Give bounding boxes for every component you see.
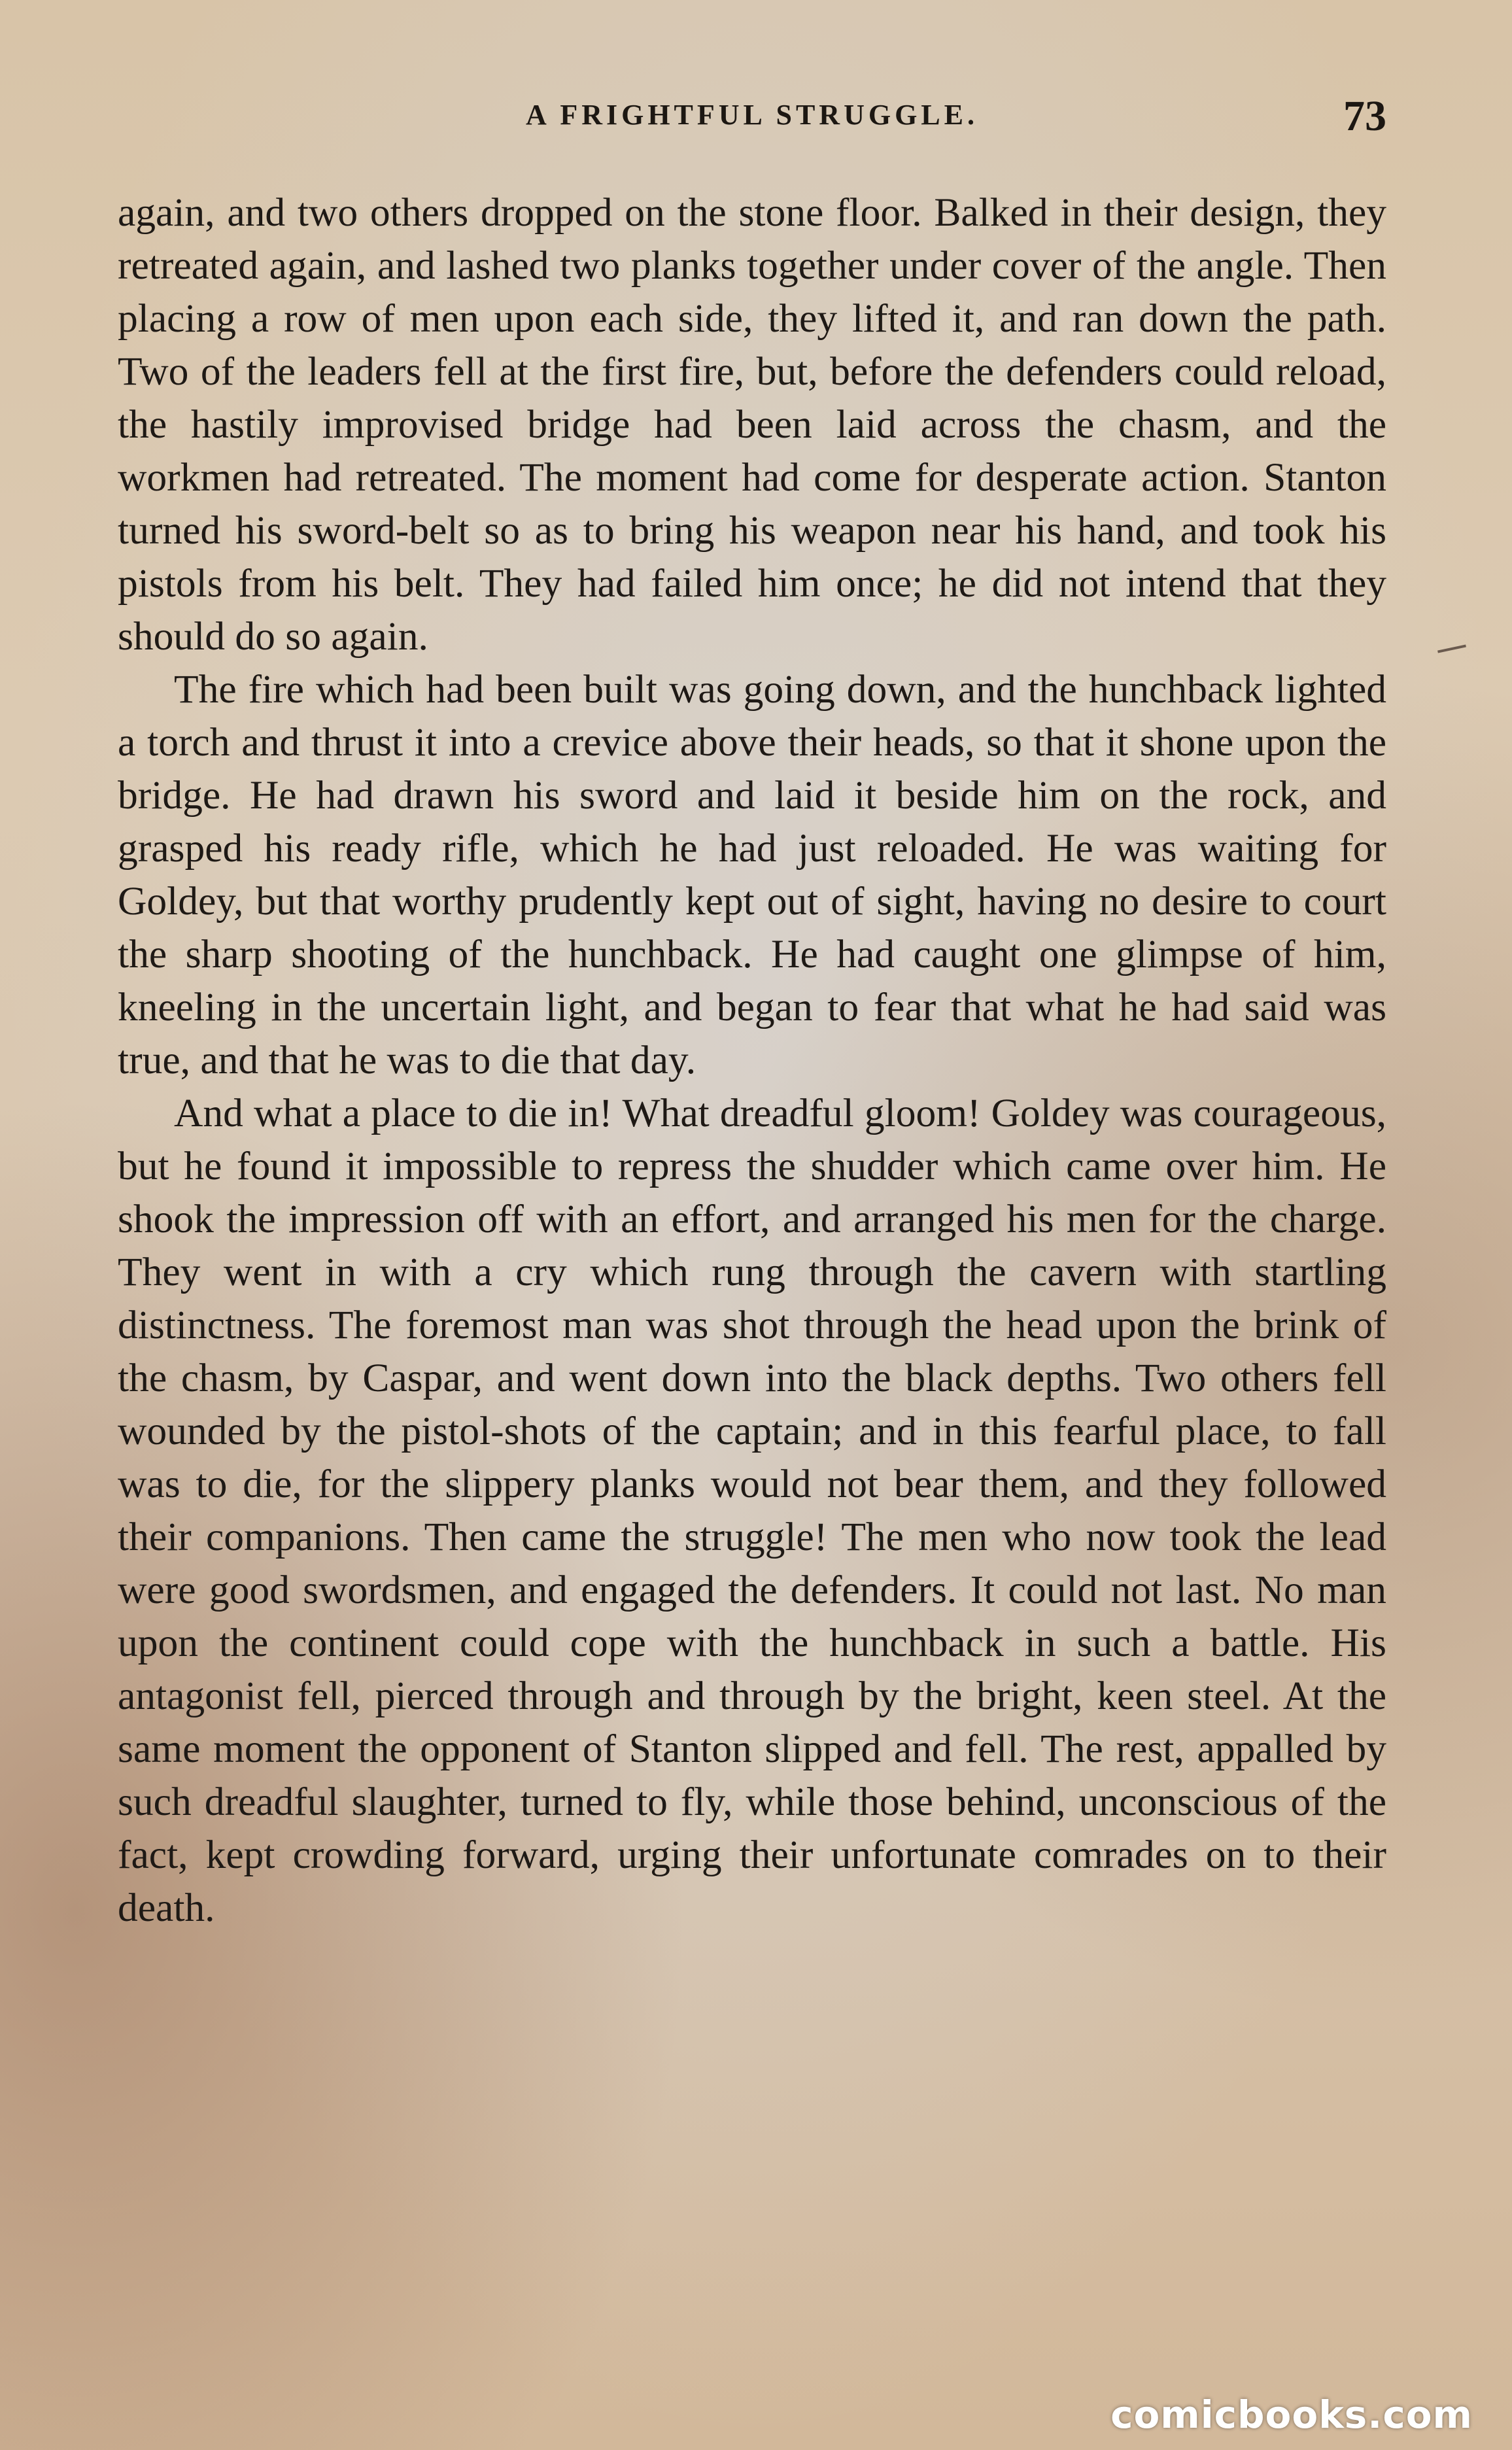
paragraph-1: again, and two others dropped on the stone floor. Balked in their design, they retreated again, and lashed two planks together under cover of the angle. Then placing a row of men upon each side, they lifted it, and ran down the path. Two of the leaders fell at the first fire, but, before the defenders could reload, the hastily improvised bridge had been laid across the chasm, and the workmen had retreated. The moment had come for desperate action. Stanton turned his sword-belt so as to bring his weapon near his hand, and took his pistols from his belt. They had failed him once; he did not intend that they should do so again. [118, 190, 1386, 659]
paragraph-2: The fire which had been built was going down, and the hunchback lighted a torch and thrust it into a crevice above their heads, so that it shone upon the bridge. He had drawn his sword and laid it beside him on the rock, and grasped his ready rifle, which he had just reloaded. He was waiting for Goldey, but that worthy prudently kept out of sight, having no desire to court the sharp shooting of the hunchback. He had caught one glimpse of him, kneeling in the uncertain light, and began to fear that what he had said was true, and that he was to die that day. [118, 667, 1386, 1082]
margin-ink-mark [1437, 644, 1466, 653]
running-head [118, 92, 1386, 150]
watermark: comicbooks.com [1110, 2392, 1473, 2437]
running-title: A FRIGHTFUL STRUGGLE. [525, 99, 978, 131]
paragraph-3: And what a place to die in! What dreadful gloom! Goldey was courageous, but he found it impossible to repress the shudder which came over him. He shook the impression off with an effort, and arranged his men for the charge. They went in with a cry which rung through the cavern with startling distinctness. The foremost man was shot through the head upon the brink of the chasm, by Caspar, and went down into the black depths. Two others fell wounded by the pistol-shots of the captain; and in this fearful place, to fall was to die, for the slippery planks would not bear them, and they followed their companions. Then came the struggle! The men who now took the lead were good swordsmen, and engaged the defenders. It could not last. No man upon the continent could cope with the hunchback in such a battle. His antagonist fell, pierced through and through by the bright, keen steel. At the same moment the opponent of Stanton slipped and fell. The rest, appalled by such dreadful slaughter, turned to fly, while those behind, unconscious of the fact, kept crowding forward, urging their unfortunate comrades on to their death. [118, 1091, 1386, 1930]
body-text [118, 186, 1386, 2292]
page-number: 73 [1343, 92, 1386, 140]
